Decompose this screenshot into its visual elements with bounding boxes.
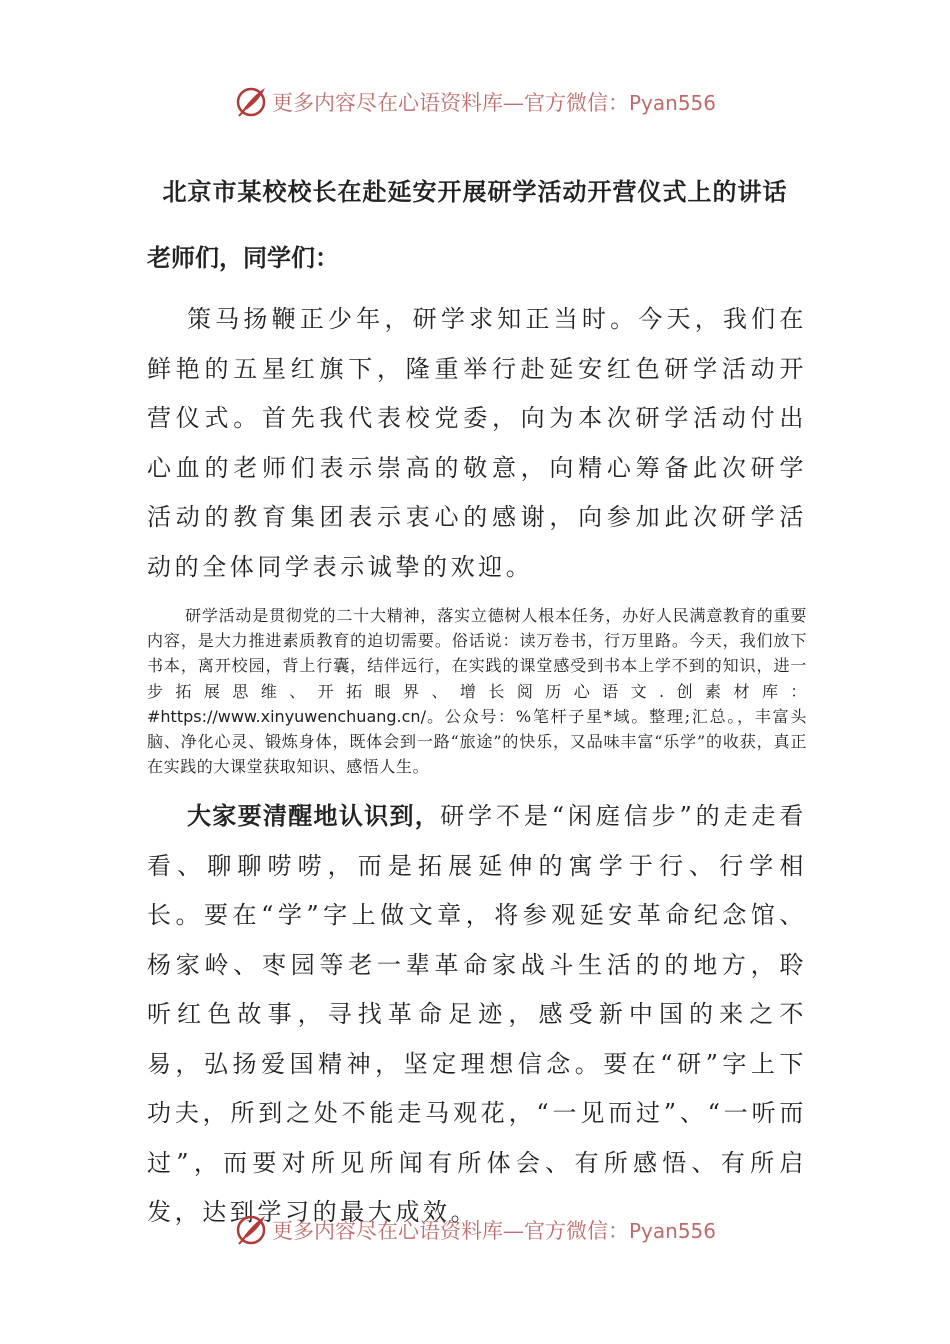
paragraph-body: 研学不是“闲庭信步”的走走看看、聊聊唠唠，而是拓展延伸的寓学于行、行学相长。要在“学”字上做文章，将参观延安革命纪念馆、杨家岭、枣园等老一辈革命家战斗生活的的地方，聆听红色故事，寻找革命足迹，感受新中国的来之不易，弘扬爱国精神，坚定理想信念。要在“研”字上下功夫，所到之处不能走马观花，“一见而过”、“一听而过”，而要对所见所闻有所体会、有所感悟、有所启发，达到学习的最大成效。 (147, 802, 807, 1226)
banner-wechat-id: Pyan556 (628, 91, 716, 115)
banner-text-cn: 更多内容尽在心语资料库—官方微信： (271, 1219, 629, 1243)
header-watermark-banner (0, 82, 950, 122)
quill-logo-icon (234, 1213, 268, 1247)
banner-text (272, 87, 716, 117)
document-title: 北京市某校校长在赴延安开展研学活动开营仪式上的讲话 (162, 177, 788, 206)
paragraph-small-print (147, 603, 807, 779)
small-print-part2: 。公众号：%笔杆子星*域。整理;汇总。，丰富头脑、净化心灵、锻炼身体，既体会到一路“旅途”的快乐，又品味丰富“乐学”的收获，真正在实践的大课堂获取知识、感悟人生。 (147, 706, 807, 777)
small-print-part1: 研学活动是贯彻党的二十大精神，落实立德树人根本任务，办好人民满意教育的重要内容，是大力推进素质教育的迫切需要。俗话说：读万卷书，行万里路。今天，我们放下书本，离开校园，背上行囊，结伴远行，在实践的课堂感受到书本上学不到的知识，进一步拓展思维、开拓眼界、增长阅历心语文.创素材库： (147, 606, 807, 701)
quill-logo-icon (234, 85, 268, 119)
paragraph-lead-phrase: 大家要清醒地认识到， (187, 801, 441, 830)
banner-text (272, 1215, 716, 1245)
paragraph-opening: 策马扬鞭正少年，研学求知正当时。今天，我们在鲜艳的五星红旗下，隆重举行赴延安红色研学活动开营仪式。首先我代表校党委，向为本次研学活动付出心血的老师们表示崇高的敬意，向精心筹备此次研学活动的教育集团表示衷心的感谢，向参加此次研学活动的全体同学表示诚挚的欢迎。 (147, 305, 807, 581)
small-print-url: #https://www.xinyuwenchuang.cn/ (147, 706, 426, 726)
footer-watermark-banner (0, 1210, 950, 1250)
paragraph-awareness (147, 791, 807, 1238)
banner-text-cn: 更多内容尽在心语资料库—官方微信： (271, 91, 629, 115)
greeting: 老师们，同学们： (147, 243, 339, 272)
banner-wechat-id: Pyan556 (628, 1219, 716, 1243)
